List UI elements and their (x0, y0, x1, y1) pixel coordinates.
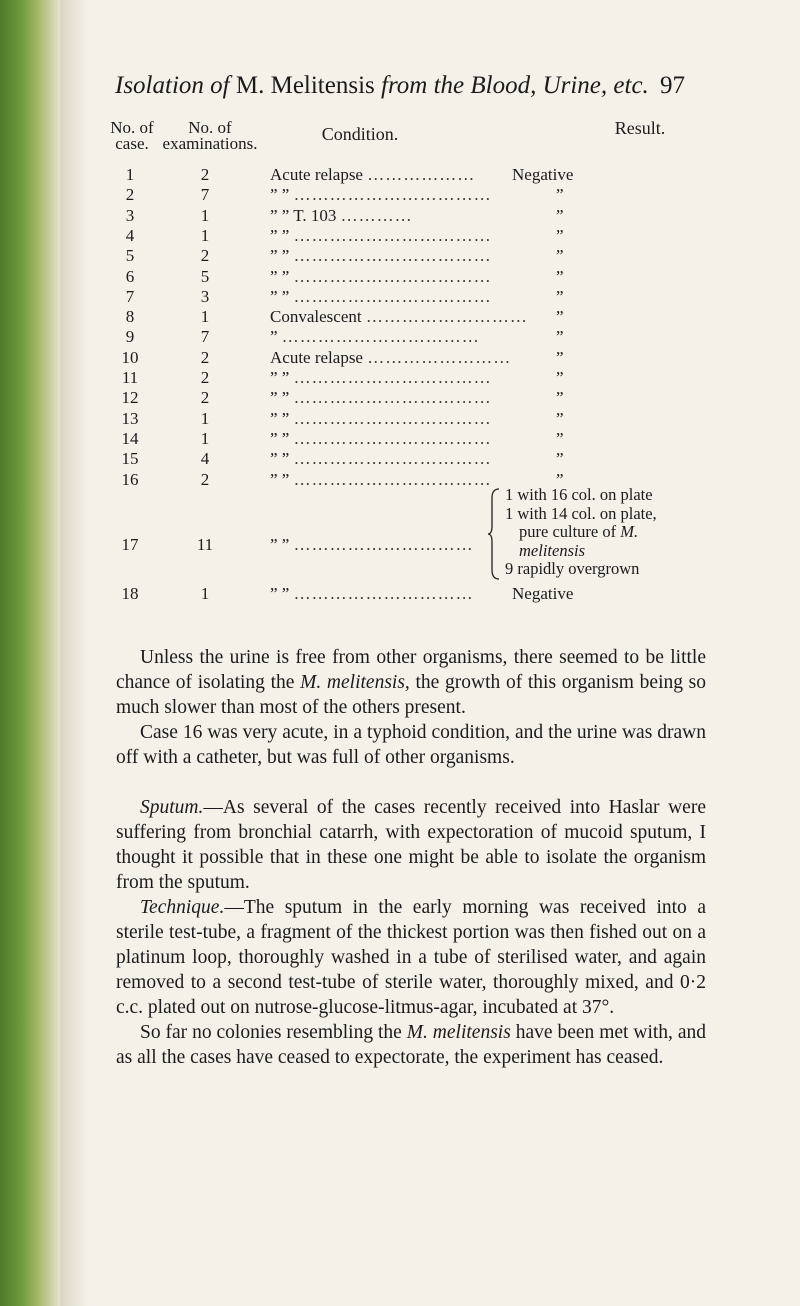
result-cell: ” (556, 307, 564, 327)
condition-cell (270, 348, 511, 368)
case-number: 10 (121, 347, 139, 367)
table-row (0, 267, 800, 289)
result-cell: Negative (512, 165, 574, 184)
case-number: 5 (125, 246, 135, 266)
dot-leader: …………………… (367, 347, 512, 367)
exam-count: 1 (200, 307, 210, 327)
dot-leader: …………………………… (293, 428, 492, 448)
condition-text: ” ” (270, 185, 294, 205)
condition-cell (270, 185, 492, 205)
condition-text: ” ” (270, 286, 294, 306)
dot-leader: …………………………… (293, 388, 492, 408)
exam-count: 5 (200, 266, 210, 286)
dot-leader: …………………………… (293, 469, 492, 489)
condition-text: ” (270, 327, 282, 347)
condition-text: ” ” (270, 584, 294, 603)
case-number: 16 (121, 469, 139, 489)
condition-text: ” ” (270, 469, 294, 489)
exam-count: 3 (200, 286, 210, 306)
table-row (0, 348, 800, 370)
table-row (0, 429, 800, 451)
condition-cell (270, 327, 480, 347)
condition-cell (270, 584, 474, 604)
condition-cell (270, 409, 492, 429)
paragraph-text: the growth of this organism being so much slower than most of the others present. (116, 672, 707, 718)
result-cell: ” (556, 408, 564, 428)
dot-leader: …………………………… (293, 246, 492, 266)
case-number: 2 (125, 185, 135, 205)
case-number: 7 (125, 286, 135, 306)
condition-cell (270, 535, 474, 555)
condition-cell (270, 226, 492, 246)
paragraph-italic: Technique. (140, 897, 225, 918)
case-number: 13 (121, 408, 139, 428)
result-cell: ” (556, 246, 564, 266)
paragraph (116, 645, 706, 720)
table-row (0, 206, 800, 228)
condition-text: Convalescent (270, 307, 366, 327)
running-header (115, 72, 685, 112)
running-title (115, 72, 649, 100)
table-row (0, 535, 800, 557)
result-line: 9 rapidly overgrown (505, 559, 640, 578)
col-header-case-line2: case. (115, 134, 149, 153)
title-rest: from the Blood, Urine, etc. (381, 72, 649, 99)
table-row (0, 449, 800, 471)
condition-cell (270, 287, 492, 307)
exam-count: 1 (200, 428, 210, 448)
condition-text: ” ” (270, 266, 294, 286)
paragraph-text: have been met with, and as all the cases have ceased to expectorate, the experiment has ceased. (116, 1022, 707, 1068)
col-header-condition: Condition. (321, 124, 399, 144)
dot-leader: …………………………… (281, 327, 480, 347)
condition-cell (270, 206, 413, 226)
paragraph: Case 16 was very acute, in a typhoid condition, and the urine was drawn off with a catheter, but was full of other organisms. (116, 722, 706, 768)
condition-text: ” ” (270, 225, 294, 245)
result-line-organism-name: melitensis (519, 540, 585, 560)
paragraph (116, 795, 706, 895)
dot-leader: ……………… (367, 165, 476, 184)
result-line: 1 with 16 col. on plate (505, 485, 653, 504)
dot-leader: ………………………… (293, 584, 474, 603)
case-number: 6 (125, 266, 135, 286)
result-cell: ” (556, 449, 564, 469)
exam-count: 2 (200, 368, 210, 387)
result-line-organism: M. (620, 522, 639, 541)
result-cell: ” (556, 286, 564, 306)
paragraph-text: —As several of the cases recently received into Haslar were suffering from bronchial catarrh, with expectoration of mucoid sputum, I thought it possible that in these one might be able to isolate the organism from the sputum. (116, 797, 706, 893)
dot-leader: …………………………… (293, 225, 492, 245)
col-header-case-line1: No. of (110, 118, 154, 137)
table-row (0, 165, 800, 187)
condition-text: ” ” (270, 428, 294, 448)
result-cell: ” (556, 368, 564, 387)
case-number: 18 (121, 584, 139, 603)
condition-text: ” ” (270, 388, 294, 408)
exam-count: 4 (200, 449, 210, 469)
exam-count: 1 (200, 225, 210, 245)
dot-leader: ………… (340, 205, 413, 225)
condition-cell (270, 470, 492, 490)
result-cell: ” (556, 266, 564, 286)
result-cell: ” (556, 388, 564, 408)
result-line (505, 523, 657, 542)
dot-leader: …………………………… (293, 266, 492, 286)
exam-count: 2 (200, 246, 210, 266)
condition-text: Acute relapse (270, 165, 368, 184)
table-row (0, 327, 800, 349)
case-17-result (505, 486, 657, 579)
case-number: 15 (121, 449, 139, 469)
condition-text: ” ” (270, 408, 294, 428)
case-number: 12 (121, 388, 139, 408)
exam-count: 11 (196, 535, 214, 554)
table-row (0, 246, 800, 268)
condition-text: ” ” (270, 535, 294, 554)
table-row (0, 307, 800, 329)
case-number: 3 (125, 205, 135, 225)
result-line: 1 with 14 col. on plate, (505, 503, 657, 523)
result-cell: ” (556, 327, 564, 347)
paragraph-text: —The sputum in the early morning was received into a sterile test-tube, a fragment of the thickest portion was then fished out on a platinum loop, thoroughly washed in a tube of sterilised water, and again removed to a second test-tube of sterile water, thoroughly mixed, and 0·2 c.c. plated out on nutrose-glucose-litmus-agar, incubated at 37°. (116, 897, 706, 1018)
result-cell: ” (556, 205, 564, 225)
case-number: 1 (125, 165, 135, 184)
result-cell: Negative (512, 584, 574, 603)
paragraph (116, 895, 706, 1020)
exam-count: 1 (200, 408, 210, 428)
table-row (0, 226, 800, 248)
exam-count: 2 (200, 165, 210, 184)
dot-leader: ………………………… (293, 535, 474, 554)
condition-cell (270, 429, 492, 449)
condition-cell (270, 267, 492, 287)
col-header-exams-line2: examinations. (162, 134, 258, 153)
result-cell: ” (556, 469, 564, 489)
table-row (0, 584, 800, 606)
condition-text: ” ” T. 103 (270, 205, 341, 225)
case-number: 17 (121, 535, 139, 554)
paragraph-text: So far no colonies resembling the (140, 1022, 407, 1043)
exam-count: 7 (200, 185, 210, 205)
result-cell: ” (556, 225, 564, 245)
title-organism: M. Melitensis (229, 72, 382, 99)
condition-cell (270, 449, 492, 469)
paragraph-text: Unless the urine is free from other organisms, there seemed to be little chance of isolating the (116, 647, 706, 693)
case-number: 14 (121, 428, 139, 448)
table-row (0, 388, 800, 410)
result-brace (487, 488, 501, 580)
title-of: of (210, 72, 230, 99)
table-row (0, 185, 800, 207)
condition-cell (270, 165, 475, 185)
exam-count: 2 (200, 469, 210, 489)
case-number: 4 (125, 225, 135, 245)
condition-text: ” ” (270, 246, 294, 266)
result-cell: ” (556, 185, 564, 205)
body-paragraphs (116, 645, 706, 1070)
condition-cell (270, 388, 492, 408)
exam-count: 2 (200, 388, 210, 408)
condition-cell (270, 246, 492, 266)
condition-text: ” ” (270, 368, 294, 387)
dot-leader: …………………………… (293, 185, 492, 205)
condition-cell (270, 368, 492, 388)
dot-leader: …………………………… (293, 408, 492, 428)
result-cell: ” (556, 347, 564, 367)
table-row (0, 287, 800, 309)
exam-count: 1 (200, 205, 210, 225)
result-cell: ” (556, 428, 564, 448)
exam-count: 2 (200, 347, 210, 367)
result-line (505, 542, 657, 561)
condition-text: Acute relapse (270, 347, 368, 367)
condition-text: ” ” (270, 449, 294, 469)
col-header-exams (150, 120, 270, 152)
case-number: 9 (125, 327, 135, 347)
dot-leader: …………………………… (293, 449, 492, 469)
dot-leader: ……………………… (365, 307, 528, 327)
case-number: 8 (125, 307, 135, 327)
exam-count: 1 (200, 584, 210, 603)
exam-count: 7 (200, 327, 210, 347)
col-header-result: Result. (614, 118, 666, 138)
col-header-exams-line1: No. of (188, 118, 232, 137)
result-line-text: pure culture of (519, 522, 621, 541)
table-row (0, 409, 800, 431)
case-number: 11 (121, 368, 139, 387)
paragraph-italic: Sputum. (140, 797, 204, 818)
paragraph-italic: M. melitensis (406, 1022, 511, 1043)
condition-cell (270, 307, 528, 327)
paragraph (116, 1020, 706, 1070)
title-prefix: Isolation (115, 72, 211, 99)
page-number: 97 (660, 72, 685, 99)
paragraph-italic: M. melitensis, (300, 672, 410, 693)
dot-leader: …………………………… (293, 368, 492, 387)
table-row (0, 470, 800, 492)
dot-leader: …………………………… (293, 286, 492, 306)
table-row (0, 368, 800, 390)
